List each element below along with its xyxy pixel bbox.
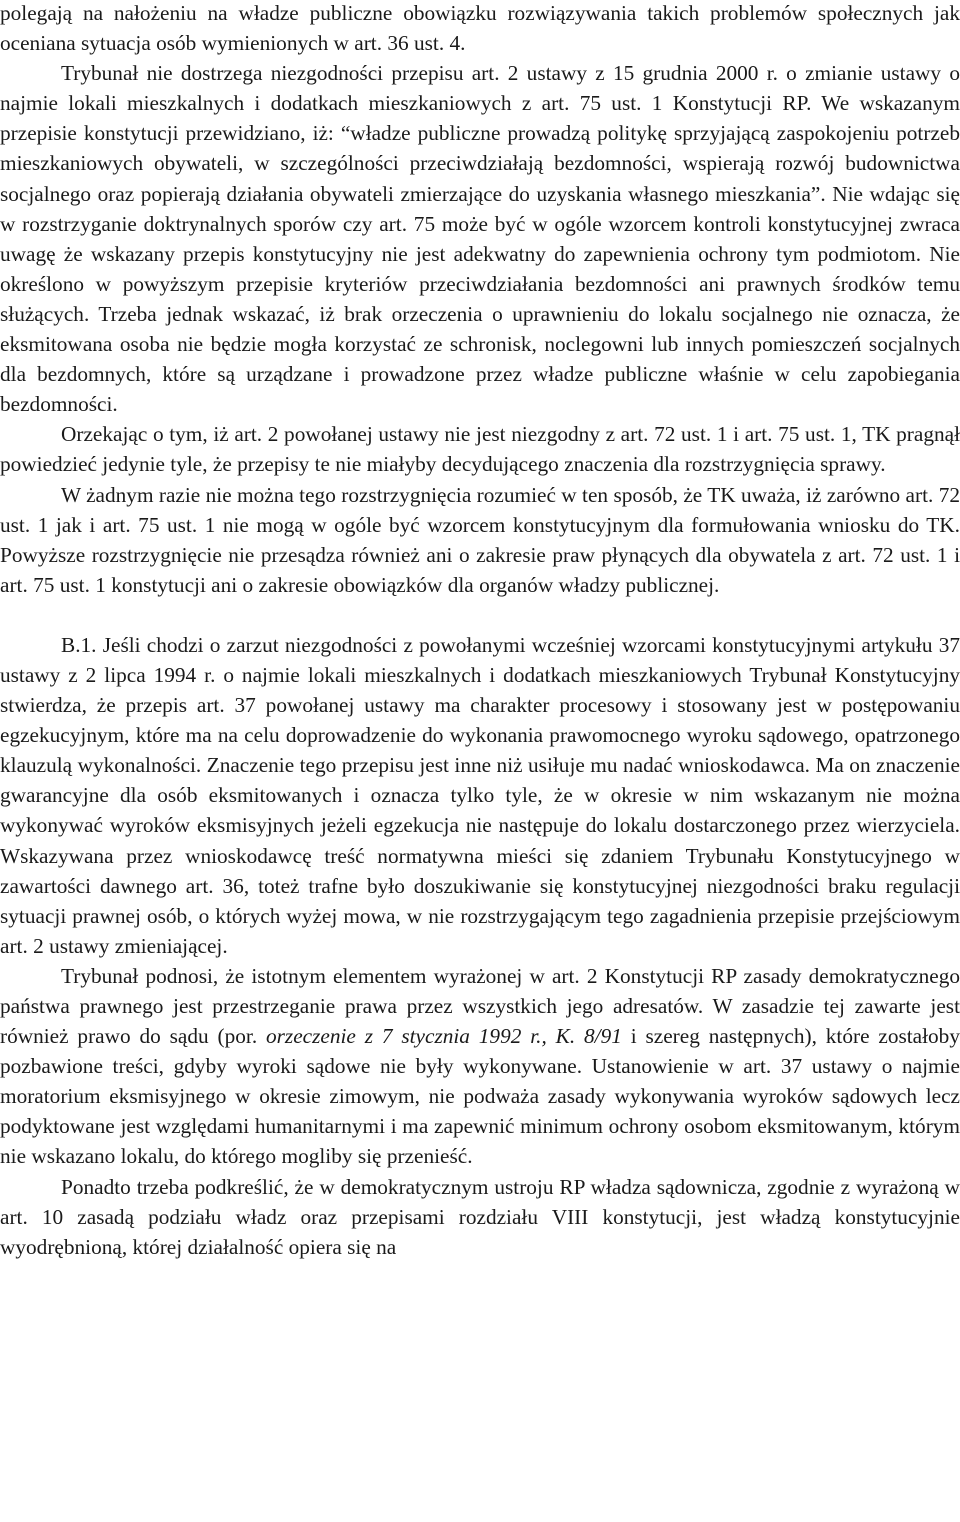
paragraph-text-end: i szereg następnych), które zostałoby pozbawione treści, gdyby wyroki sądowe nie były wykonywane. Ustanowienie w art. 37 ustawy o najmie moratorium eksmisyjnego w okresie zimowym, nie podważa zasady wykonywania wyroków sądowych lecz podyktowane jest względami humanitarnymi i ma zapewnić minimum ochrony osobom eksmitowanym, którym nie wskazano lokalu, do którego mogliby się przenieść. bbox=[0, 1024, 960, 1169]
case-citation: orzeczenie z 7 stycznia 1992 r., K. 8/91 bbox=[265, 1024, 622, 1049]
paragraph-interpretation: W żadnym razie nie można tego rozstrzygnięcia rozumieć w ten sposób, że TK uważa, iż zarówno art. 72 ust. 1 jak i art. 75 ust. 1 nie mogą w ogóle być wzorcem konstytucyjnym dla formułowania wniosku do TK. Powyższe rozstrzygnięcie nie przesądza również ani o zakresie praw płynących dla obywatela z art. 72 ust. 1 i art. 75 ust. 1 konstytucji ani o zakresie obowiązków dla organów władzy publicznej. bbox=[0, 482, 960, 597]
paragraph-art-75-analysis: Trybunał nie dostrzega niezgodności przepisu art. 2 ustawy z 15 grudnia 2000 r. o zmianie ustawy o najmie lokali mieszkalnych i dodatkach mieszkaniowych z art. 75 ust. 1 Konstytucji RP. We wskazanym przepisie konstytucji przewidziano, iż: “władze publiczne prowadzą politykę sprzyjającą zaspokojeniu potrzeb mieszkaniowych obywateli, w szczególności przeciwdziałają bezdomności, wspierają rozwój budownictwa socjalnego oraz popierają działania obywateli zmierzające do uzyskania własnego mieszkania”. Nie wdając się w rozstrzyganie doktrynalnych sporów czy art. 75 może być w ogóle wzorcem kontroli konstytucyjnej zwraca uwagę że wskazany przepis konstytucyjny nie jest adekwatny do zapewnienia ochrony tym podmiotom. Nie określono w powyższym przepisie kryteriów przeciwdziałania bezdomności ani prawnych środków temu służących. Trzeba jednak wskazać, iż brak orzeczenia o uprawnieniu do lokalu socjalnego nie oznacza, że eksmitowana osoba nie będzie mogła korzystać ze schronisk, noclegowni lub innych pomieszczeń socjalnych dla bezdomnych, które są urządzane i prowadzone przez władze publiczne właśnie w celu zapobiegania bezdomności. bbox=[0, 61, 960, 417]
paragraph-section-b1: B.1. Jeśli chodzi o zarzut niezgodności z powołanymi wcześniej wzorcami konstytucyjnymi artykułu 37 ustawy z 2 lipca 1994 r. o najmie lokali mieszkalnych i dodatkach mieszkaniowych Trybunał Konstytucyjny stwierdza, że przepis art. 37 powołanej ustawy ma charakter procesowy i stosowany jest w postępowaniu egzekucyjnym, które ma na celu doprowadzenie do wykonania prawomocnego wyroku sądowego, opatrzonego klauzulą wykonalności. Znaczenie tego przepisu jest inne niż usiłuje mu nadać wnioskodawca. Ma on znaczenie gwarancyjne dla osób eksmitowanych i oznacza tylko tyle, że w okresie w nim wskazanym nie można wykonywać wyroków eksmisyjnych jeżeli egzekucja nie następuje do lokalu dostarczonego przez wierzyciela. Wskazywana przez wnioskodawcę treść normatywna mieści się zdaniem Trybunału Konstytucyjnego w zawartości dawnego art. 36, toteż trafne było doszukiwanie się konstytucyjnej niezgodności braku regulacji sytuacji prawnej osób, o których wyżej mowa, w nie rozstrzygającym tego zagadnienia przepisie przejściowym art. 2 ustawy zmieniającej. bbox=[0, 632, 960, 958]
paragraph-text-start: Trybunał podnosi, że istotnym elementem wyrażonej w art. 2 Konstytucji RP zasady demokratycznego państwa prawnego jest przestrzeganie prawa przez wszystkich jego adresatów. W zasadzie tej zawarte jest również prawo do sądu (por. bbox=[0, 963, 960, 1049]
paragraph-judicial-power: Ponadto trzeba podkreślić, że w demokratycznym ustroju RP władza sądownicza, zgodnie z wyrażoną w art. 10 zasadą podziału władz oraz przepisami rozdziału VIII konstytucji, jest władzą konstytucyjnie wyodrębnioną, której działalność opiera się na bbox=[0, 1174, 960, 1259]
paragraph-continuation: polegają na nałożeniu na władze publiczne obowiązku rozwiązywania takich problemów społecznych jak oceniana sytuacja osób wymienionych w art. 36 ust. 4. bbox=[0, 1, 960, 56]
paragraph-rule-of-law bbox=[0, 961, 960, 1172]
paragraph-ruling-summary: Orzekając o tym, iż art. 2 powołanej ustawy nie jest niezgodny z art. 72 ust. 1 i art. 75 ust. 1, TK pragnął powiedzieć jedynie tyle, że przepisy te nie miałyby decydującego znaczenia dla rozstrzygnięcia sprawy. bbox=[0, 422, 960, 477]
